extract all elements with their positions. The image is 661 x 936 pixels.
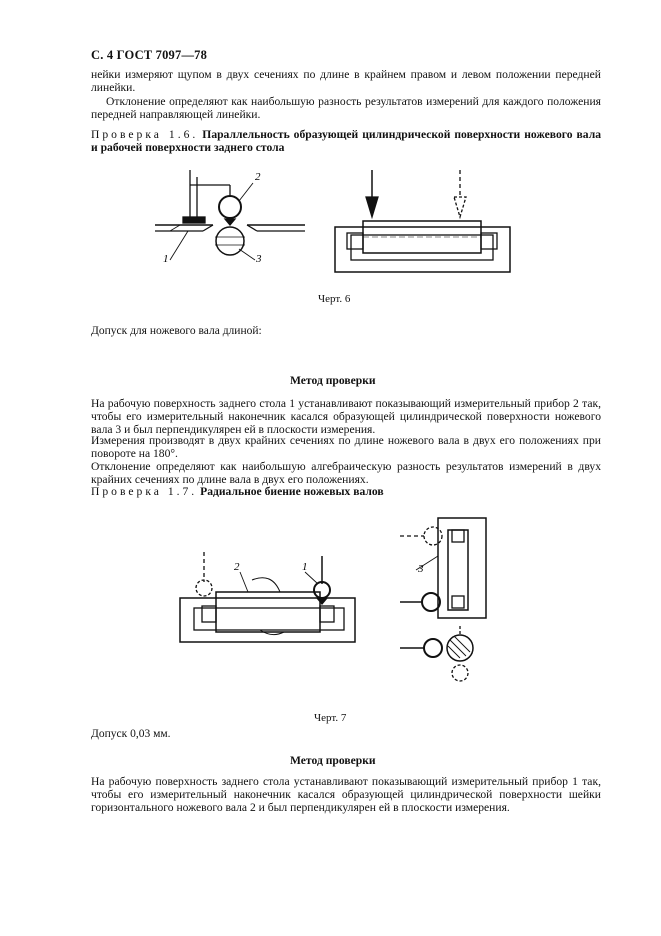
indicator-top-dashed (424, 527, 442, 545)
indicator-section (424, 639, 442, 657)
indicator-right (314, 582, 330, 598)
method-heading-1-7: Метод проверки (290, 754, 376, 767)
indicator-below-dashed (452, 665, 468, 681)
check-1-7-label: Проверка 1.7. (91, 485, 198, 498)
intro-paragraph-1: нейки измеряют щупом в двух сечениях по длине в крайнем правом и левом положении передней линейки. (91, 68, 601, 95)
tolerance-title: Допуск для ножевого вала длиной: (91, 325, 262, 337)
tolerance-1-7: Допуск 0,03 мм. (91, 728, 171, 740)
method-1-6-paragraph-1: На рабочую поверхность заднего стола 1 устанавливают показывающий измерительный прибор 2 так, чтобы его измерительный наконечник касался образующей цилиндрической поверхности ножевого вала 3 и был перпендикулярен ей в плоскости измерения. (91, 397, 601, 437)
shaft-section (447, 635, 473, 661)
method-1-6-paragraph-3: Отклонение определяют как наибольшую алгебраическую разность результатов измерений в двух крайних сечениях по длине вала в двух его положениях. (91, 460, 601, 487)
page-header: С. 4 ГОСТ 7097—78 (91, 48, 208, 62)
figure-6-left-drawing (155, 165, 305, 265)
figure-7-main-drawing (180, 552, 355, 662)
indicator-tip (225, 219, 235, 225)
check-1-6-heading-paragraph (91, 128, 601, 154)
intro-paragraph-2: Отклонение определяют как наибольшую разность результатов измерений для каждого положения передней направляющей линейки. (91, 95, 601, 122)
check-1-6-label: Проверка 1.6. (91, 128, 199, 141)
figure-7-caption: Черт. 7 (314, 712, 347, 724)
indicator-left-dashed (196, 580, 212, 596)
check-1-7-title: Радиальное биение ножевых валов (200, 485, 384, 498)
figure-7-side-drawing (400, 516, 490, 686)
figure-6-label-1: 1 (163, 253, 169, 265)
figure-6-label-3: 3 (256, 253, 262, 265)
figure-6-caption: Черт. 6 (318, 293, 351, 305)
method-1-6-paragraph-2: Измерения производят в двух крайних сечениях по длине ножевого вала в двух его положениях при повороте на 180°. (91, 434, 601, 461)
figure-6-right-drawing (335, 165, 510, 275)
indicator-base (183, 217, 205, 223)
figure-7-label-3: 3 (418, 563, 424, 575)
check-1-7-heading-paragraph (91, 485, 601, 498)
method-1-7-paragraph-1: На рабочую поверхность заднего стола устанавливают показывающий измерительный прибор 1 так, чтобы его измерительный наконечник касался образующей цилиндрической поверхности шейки горизонтального ножевого вала 2 и был перпендикулярен ей в плоскости измерения. (91, 775, 601, 815)
method-heading-1-6: Метод проверки (290, 374, 376, 387)
probe-left (366, 197, 378, 217)
figure-6-label-2: 2 (255, 171, 261, 183)
probe-right-dashed (454, 197, 466, 217)
bed-outline (180, 598, 355, 642)
indicator-dial (219, 196, 241, 218)
check-1-6-title: Параллельность образующей цилиндрической поверхности ножевого вала и рабочей поверхности заднего стола (91, 128, 601, 155)
figure-7-label-1: 1 (302, 561, 308, 573)
cutter-shaft (216, 227, 244, 255)
figure-7-label-2: 2 (234, 561, 240, 573)
